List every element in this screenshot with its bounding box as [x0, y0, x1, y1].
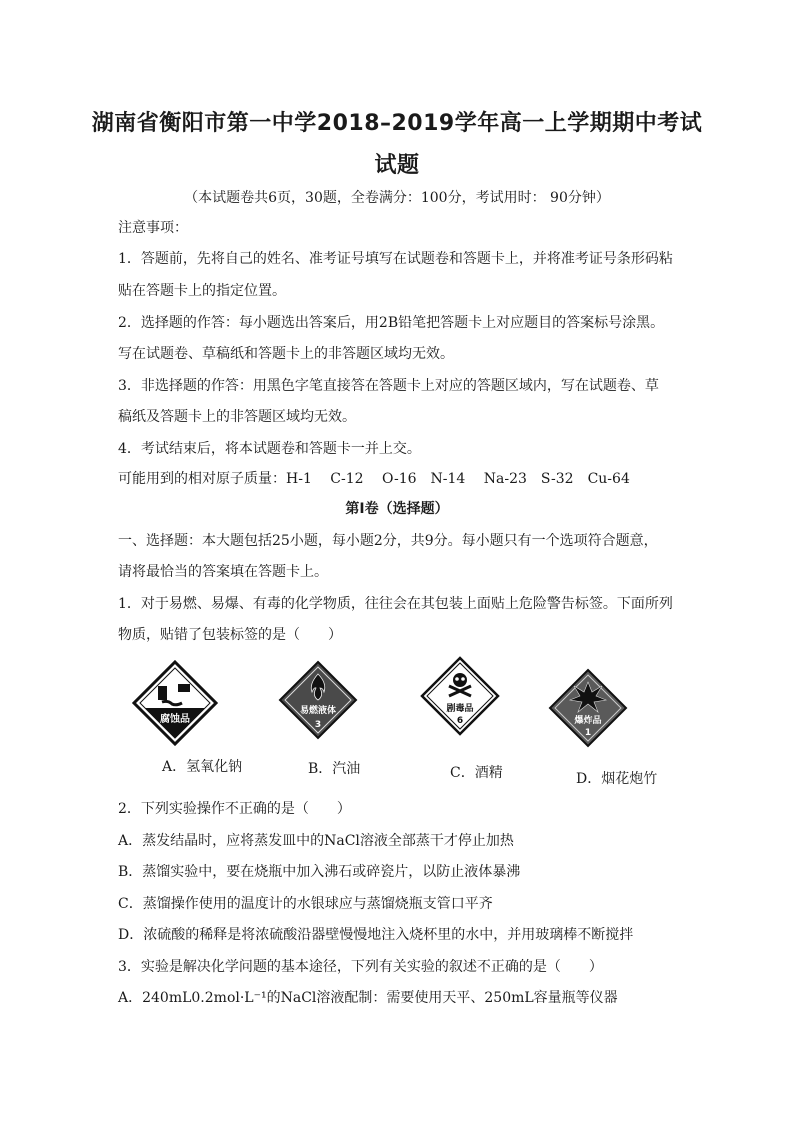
exam-title-line1: 湖南省衡阳市第一中学2018–2019学年高一上学期期中考试 [91, 111, 703, 136]
option-d-fireworks: D．烟花炮竹 [576, 771, 658, 787]
toxic-class-number: 6 [456, 716, 464, 726]
question-2-option-b: B．蒸馏实验中，要在烧瓶中加入沸石或碎瓷片，以防止液体暴沸 [118, 864, 521, 880]
explosive-hazard-label [548, 668, 628, 748]
exam-title-line2: 试题 [374, 153, 420, 178]
question-2-option-d: D．浓硫酸的稀释是将浓硫酸沿器壁慢慢地注入烧杯里的水中，并用玻璃棒不断搅拌 [118, 927, 634, 943]
section-intro-line: 请将最恰当的答案填在答题卡上。 [118, 564, 328, 580]
option-c-alcohol: C．酒精 [450, 765, 503, 781]
flammable-liquid-hazard-label [278, 660, 358, 740]
corrosive-hazard-label [132, 660, 218, 746]
question-2-option-c: C．蒸馏操作使用的温度计的水银球应与蒸馏烧瓶支管口平齐 [118, 896, 493, 912]
note-line: 3．非选择题的作答：用黑色字笔直接答在答题卡上对应的答题区域内，写在试题卷、草 [118, 378, 659, 394]
option-a-sodium-hydroxide: A．氢氧化钠 [162, 759, 243, 775]
question-1-stem-line: 物质，贴错了包装标签的是（ ） [118, 627, 342, 643]
toxic-label-text: 剧毒品 [446, 704, 474, 714]
hazard-labels-figure [118, 650, 678, 792]
question-1-stem-line: 1．对于易燃、易爆、有毒的化学物质，往往会在其包装上面贴上危险警告标签。下面所列 [118, 596, 673, 612]
exam-subtitle: （本试题卷共6页，30题，全卷满分：100分，考试用时： 90分钟） [184, 190, 610, 206]
flammable-liquid-label-text: 易燃液体 [299, 706, 336, 716]
note-line: 写在试题卷、草稿纸和答题卡上的非答题区域均无效。 [118, 346, 454, 362]
question-2-option-a: A．蒸发结晶时，应将蒸发皿中的NaCl溶液全部蒸干才停止加热 [118, 833, 514, 849]
explosive-class-number: 1 [584, 728, 592, 738]
note-line: 稿纸及答题卡上的非答题区域均无效。 [118, 409, 356, 425]
section-intro-line: 一、选择题：本大题包括25小题，每小题2分，共9分。每小题只有一个选项符合题意， [118, 533, 658, 549]
flammable-liquid-class-number: 3 [314, 720, 322, 730]
question-3-stem: 3．实验是解决化学问题的基本途径，下列有关实验的叙述不正确的是（ ） [118, 959, 603, 975]
section-title: 第Ⅰ卷（选择题） [345, 501, 449, 517]
note-line: 1．答题前，先将自己的姓名、准考证号填写在试题卷和答题卡上，并将准考证号条形码粘 [118, 251, 673, 267]
note-line: 贴在答题卡上的指定位置。 [118, 283, 286, 299]
note-line: 4．考试结束后，将本试题卷和答题卡一并上交。 [118, 441, 421, 457]
question-3-option-a: A．240mL0.2mol·L⁻¹的NaCl溶液配制：需要使用天平、250mL容量瓶等仪器 [118, 990, 618, 1006]
toxic-hazard-label [420, 656, 500, 736]
note-line: 2．选择题的作答：每小题选出答案后，用2B铅笔把答题卡上对应题目的答案标号涂黑。 [118, 315, 665, 331]
question-2-stem: 2．下列实验操作不正确的是（ ） [118, 801, 351, 817]
corrosive-label-text: 腐蚀品 [160, 714, 190, 725]
explosive-label-text: 爆炸品 [574, 716, 602, 726]
notes-heading: 注意事项： [118, 220, 188, 236]
atomic-masses: 可能用到的相对原子质量：H-1 C-12 O-16 N-14 Na-23 S-32 Cu-64 [118, 471, 630, 487]
option-b-gasoline: B．汽油 [308, 761, 361, 777]
